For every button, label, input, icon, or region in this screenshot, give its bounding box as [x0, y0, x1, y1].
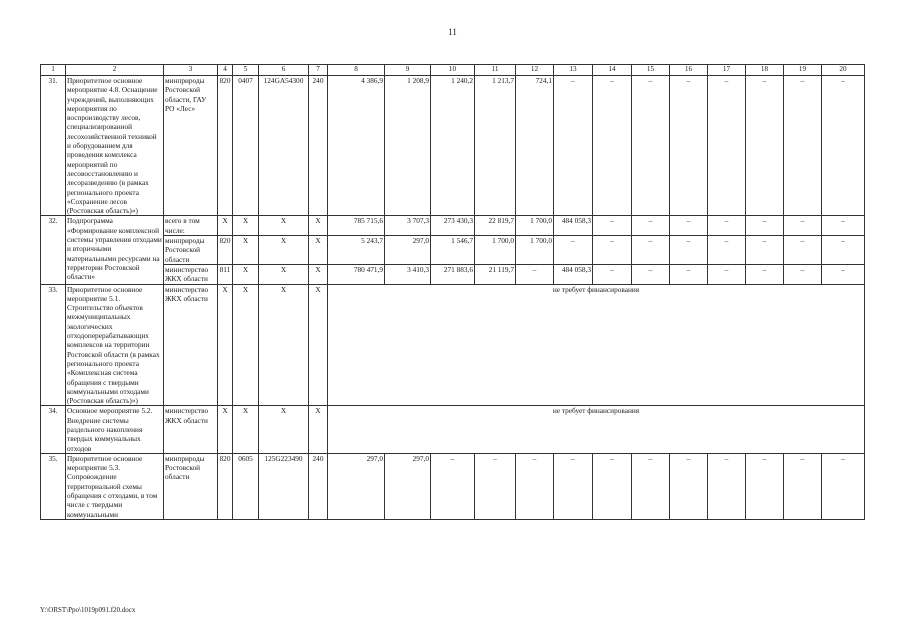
- row-number: 35.: [41, 453, 66, 519]
- table-cell: –: [708, 453, 746, 519]
- column-number-header: 17: [708, 65, 746, 76]
- executor: всего в том числе:: [164, 216, 218, 236]
- executor: минприроды Ростовской области, ГАУ РО «Лес»: [164, 76, 218, 216]
- table-cell: 297,0: [385, 453, 431, 519]
- column-number-header: 19: [784, 65, 822, 76]
- column-number-header: 12: [516, 65, 554, 76]
- executor: министерство ЖКХ области: [164, 264, 218, 284]
- table-cell: 820: [218, 236, 233, 265]
- table-cell: 5 243,7: [328, 236, 385, 265]
- table-cell: 0605: [233, 453, 259, 519]
- table-cell: 785 715,6: [328, 216, 385, 236]
- table-row: [41, 406, 865, 453]
- table-cell: X: [233, 284, 259, 406]
- table-cell: –: [784, 216, 822, 236]
- table-cell: 724,1: [516, 76, 554, 216]
- table-cell: –: [593, 236, 632, 265]
- table-cell: 484 058,3: [554, 264, 593, 284]
- table-cell: 780 471,9: [328, 264, 385, 284]
- table-cell: 22 819,7: [475, 216, 516, 236]
- column-number-header: 13: [554, 65, 593, 76]
- column-number-header: 16: [670, 65, 708, 76]
- table-cell: 1 240,2: [431, 76, 475, 216]
- table-cell: –: [554, 76, 593, 216]
- table-cell: X: [259, 216, 309, 236]
- table-cell: X: [218, 406, 233, 453]
- table-cell: –: [670, 236, 708, 265]
- measure-name: Основное мероприятие 5.2. Внедрение системы раздельного накопления твердых коммунальных отходов: [66, 406, 164, 453]
- table-cell: X: [259, 264, 309, 284]
- table-cell: –: [554, 236, 593, 265]
- table-cell: 297,0: [328, 453, 385, 519]
- table-row: [41, 216, 865, 236]
- table-cell: –: [670, 264, 708, 284]
- table-cell: –: [632, 216, 670, 236]
- table-cell: –: [593, 264, 632, 284]
- measure-name: Приоритетное основное мероприятие 5.1. Строительство объектов межмуниципальных экологических отходоперерабатывающих комплексов на территории Ростовской области (в рамках регионального проекта «Комплексная система обращения с твердыми коммунальными отходами (Ростовская область)»): [66, 284, 164, 406]
- table-cell: –: [822, 264, 865, 284]
- table-cell: 3 410,3: [385, 264, 431, 284]
- executor: минприроды Ростовской области: [164, 453, 218, 519]
- table-cell: 240: [309, 76, 328, 216]
- table-cell: –: [746, 264, 784, 284]
- financing-note: не требует финансирования: [328, 406, 865, 453]
- header-row: [41, 65, 865, 76]
- table-body: [41, 65, 865, 520]
- column-number-header: 14: [593, 65, 632, 76]
- table-cell: –: [516, 453, 554, 519]
- table-cell: 1 700,0: [475, 236, 516, 265]
- page-number: 11: [448, 27, 457, 37]
- table-cell: 297,0: [385, 236, 431, 265]
- table-cell: –: [746, 76, 784, 216]
- table-cell: –: [632, 76, 670, 216]
- table-cell: 271 883,6: [431, 264, 475, 284]
- table-row: [41, 264, 865, 284]
- table-cell: X: [309, 216, 328, 236]
- table-cell: –: [670, 216, 708, 236]
- executor: министерство ЖКХ области: [164, 406, 218, 453]
- table-cell: –: [822, 76, 865, 216]
- table-cell: X: [218, 284, 233, 406]
- table-cell: 4 386,9: [328, 76, 385, 216]
- column-number-header: 4: [218, 65, 233, 76]
- table-cell: 1 700,0: [516, 216, 554, 236]
- table-cell: –: [784, 264, 822, 284]
- executor: минприроды Ростовской области: [164, 236, 218, 265]
- table-cell: 1 208,9: [385, 76, 431, 216]
- table-cell: –: [784, 76, 822, 216]
- table-cell: –: [632, 453, 670, 519]
- table-row: [41, 236, 865, 265]
- table-cell: 820: [218, 76, 233, 216]
- column-number-header: 7: [309, 65, 328, 76]
- table-cell: –: [475, 453, 516, 519]
- column-number-header: 8: [328, 65, 385, 76]
- table-cell: 0407: [233, 76, 259, 216]
- table-cell: X: [259, 236, 309, 265]
- table-cell: –: [784, 453, 822, 519]
- table-cell: 21 119,7: [475, 264, 516, 284]
- table-cell: X: [259, 284, 309, 406]
- table-row: [41, 76, 865, 216]
- table-cell: 484 058,3: [554, 216, 593, 236]
- column-number-header: 9: [385, 65, 431, 76]
- table-cell: –: [746, 236, 784, 265]
- financing-table: [40, 64, 865, 520]
- table-row: [41, 453, 865, 519]
- column-number-header: 2: [66, 65, 164, 76]
- column-number-header: 3: [164, 65, 218, 76]
- table-cell: X: [218, 216, 233, 236]
- column-number-header: 11: [475, 65, 516, 76]
- table-cell: –: [784, 236, 822, 265]
- row-number: 31.: [41, 76, 66, 216]
- table-cell: X: [233, 236, 259, 265]
- measure-name: Подпрограмма «Формирование комплексной системы управления отходами и вторичными материальными ресурсами на территории Ростовской области»: [66, 216, 164, 284]
- table-cell: –: [632, 264, 670, 284]
- row-number: 32.: [41, 216, 66, 284]
- column-number-header: 15: [632, 65, 670, 76]
- table-cell: –: [554, 453, 593, 519]
- column-number-header: 6: [259, 65, 309, 76]
- financing-note: не требует финансирования: [328, 284, 865, 406]
- table-cell: X: [309, 264, 328, 284]
- table-cell: –: [670, 453, 708, 519]
- table-cell: X: [309, 236, 328, 265]
- table-cell: –: [746, 216, 784, 236]
- measure-name: Приоритетное основное мероприятие 5.3. Сопровождение территориальной схемы обращения с отходами, в том числе с твердыми коммунальными: [66, 453, 164, 519]
- table-cell: –: [822, 236, 865, 265]
- table-cell: –: [593, 453, 632, 519]
- table-cell: 125G223490: [259, 453, 309, 519]
- table-cell: 124GA54300: [259, 76, 309, 216]
- table-cell: –: [708, 264, 746, 284]
- table-cell: X: [309, 284, 328, 406]
- table-cell: X: [233, 406, 259, 453]
- row-number: 34.: [41, 406, 66, 453]
- column-number-header: 1: [41, 65, 66, 76]
- column-number-header: 18: [746, 65, 784, 76]
- table-cell: –: [708, 76, 746, 216]
- file-path-footer: Y:\ORST\Ppo\1019p091.f20.docx: [40, 606, 136, 614]
- table-row: [41, 284, 865, 406]
- executor: министерство ЖКХ области: [164, 284, 218, 406]
- table-cell: –: [670, 76, 708, 216]
- measure-name: Приоритетное основное мероприятие 4.8. Оснащение учреждений, выполняющих мероприятия по воспроизводству лесов, специализированной лесохозяйственной техникой и оборудованием для проведения комплекса мероприятий по лесовосстановлению и лесоразведению (в рамках регионального проекта «Сохранение лесов (Ростовская область)»): [66, 76, 164, 216]
- table-cell: –: [822, 216, 865, 236]
- table-cell: 811: [218, 264, 233, 284]
- table-cell: X: [259, 406, 309, 453]
- table-cell: 273 430,3: [431, 216, 475, 236]
- table-cell: –: [593, 216, 632, 236]
- row-number: 33.: [41, 284, 66, 406]
- table-cell: –: [593, 76, 632, 216]
- column-number-header: 20: [822, 65, 865, 76]
- column-number-header: 10: [431, 65, 475, 76]
- table-cell: 1 546,7: [431, 236, 475, 265]
- table-cell: –: [822, 453, 865, 519]
- table-cell: 240: [309, 453, 328, 519]
- table-cell: 3 707,3: [385, 216, 431, 236]
- table-cell: –: [431, 453, 475, 519]
- table-cell: 1 213,7: [475, 76, 516, 216]
- column-number-header: 5: [233, 65, 259, 76]
- table-cell: 820: [218, 453, 233, 519]
- table-cell: –: [516, 264, 554, 284]
- table-cell: X: [233, 216, 259, 236]
- table-cell: –: [708, 216, 746, 236]
- table-cell: X: [233, 264, 259, 284]
- table-cell: –: [746, 453, 784, 519]
- table-cell: –: [708, 236, 746, 265]
- table-cell: 1 700,0: [516, 236, 554, 265]
- table-cell: X: [309, 406, 328, 453]
- table-cell: –: [632, 236, 670, 265]
